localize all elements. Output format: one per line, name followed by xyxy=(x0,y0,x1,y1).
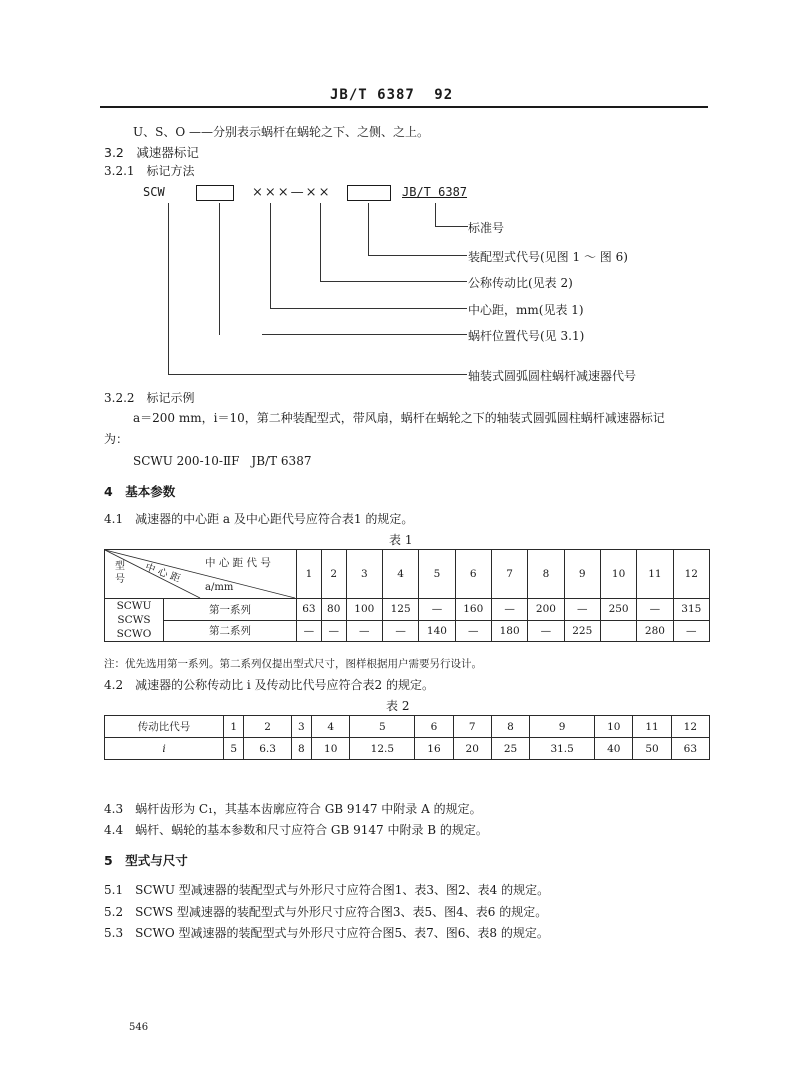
table1-code: 5 xyxy=(419,550,455,599)
table2-code: 11 xyxy=(633,716,671,738)
notation-box-position xyxy=(196,185,234,201)
para-4-1: 4.1 减速器的中心距 a 及中心距代号应符合表1 的规定。 xyxy=(104,512,414,526)
table2-value: 50 xyxy=(633,738,671,760)
table1-cell: — xyxy=(297,620,322,642)
label-reducer-code: 轴装式圆弧圆柱蜗杆减速器代号 xyxy=(468,369,637,383)
table2-value: 31.5 xyxy=(530,738,595,760)
table1-cell: — xyxy=(491,599,527,621)
table1-cell: 225 xyxy=(564,620,600,642)
label-worm-position: 蜗杆位置代号(见 3.1) xyxy=(468,329,585,343)
table2-value: 10 xyxy=(312,738,350,760)
table2-value: 63 xyxy=(671,738,709,760)
table2-value: 12.5 xyxy=(350,738,415,760)
table2-value: 40 xyxy=(595,738,633,760)
table2-row-values xyxy=(105,738,710,760)
table1-note: 注：优先选用第一系列。第二系列仅提出型式尺寸，图样根据用户需要另行设计。 xyxy=(104,658,482,670)
section-3-2-1: 3.2.1 标记方法 xyxy=(104,164,195,178)
table2-code: 7 xyxy=(453,716,491,738)
table1-models xyxy=(105,599,164,642)
table1-code: 11 xyxy=(637,550,673,599)
table1-cell: — xyxy=(637,599,673,621)
table1-cell: 160 xyxy=(455,599,491,621)
table2-value: 20 xyxy=(453,738,491,760)
label-nominal-ratio: 公称传动比(见表 2) xyxy=(468,276,573,290)
table2-code: 5 xyxy=(350,716,415,738)
table2-code: 8 xyxy=(491,716,529,738)
table1-code: 10 xyxy=(600,550,636,599)
para-5-1: 5.1 SCWU 型减速器的装配型式与外形尺寸应符合图1、表3、图2、表4 的规定。 xyxy=(104,883,550,897)
header-year: 92 xyxy=(434,87,454,103)
model-scwo: SCWO xyxy=(116,628,152,640)
header-rule xyxy=(100,106,708,108)
table2-value: 25 xyxy=(491,738,529,760)
table1-row-series2 xyxy=(105,620,710,642)
table1-code: 3 xyxy=(346,550,382,599)
table1-code: 9 xyxy=(564,550,600,599)
para-4-3: 4.3 蜗杆齿形为 C₁，其基本齿廓应符合 GB 9147 中附录 A 的规定。 xyxy=(104,802,482,816)
leader-vertical-ratio xyxy=(320,203,321,282)
diag-unit-label: a/mm xyxy=(205,582,234,593)
table2-value: 6.3 xyxy=(244,738,291,760)
table1-code: 1 xyxy=(297,550,322,599)
series2-label: 第二系列 xyxy=(164,620,297,642)
label-standard-number: 标准号 xyxy=(468,221,505,235)
example-code: SCWU 200-10-ⅡF JB/T 6387 xyxy=(133,454,312,468)
para-5-3: 5.3 SCWO 型减速器的装配型式与外形尺寸应符合图5、表7、图6、表8 的规定。 xyxy=(104,926,549,940)
header-std-code: JB/T 6387 xyxy=(330,87,415,103)
label-center-distance: 中心距，mm(见表 1) xyxy=(468,303,584,317)
notation-box-assembly xyxy=(347,185,391,201)
table1-cell: — xyxy=(382,620,418,642)
section-3-2-2: 3.2.2 标记示例 xyxy=(104,391,195,405)
table2-value: 5 xyxy=(224,738,244,760)
header-standard xyxy=(330,87,453,103)
section-3-2: 3.2 减速器标记 xyxy=(104,145,199,160)
example-line-2: 为： xyxy=(104,432,129,446)
table1-cell: 100 xyxy=(346,599,382,621)
leader-vertical-position xyxy=(219,203,220,335)
table1-code: 4 xyxy=(382,550,418,599)
model-scws: SCWS xyxy=(117,614,151,626)
series1-label: 第一系列 xyxy=(164,599,297,621)
table1-cell: — xyxy=(673,620,709,642)
table1-cell: 80 xyxy=(321,599,346,621)
table1-cell: 200 xyxy=(528,599,564,621)
label-assembly-code: 装配型式代号(见图 1 ～ 图 6) xyxy=(468,250,628,264)
intro-line: U、S、O ——分别表示蜗杆在蜗轮之下、之侧、之上。 xyxy=(133,125,429,139)
notation-prefix: SCW xyxy=(143,185,165,199)
leader-horizontal-position xyxy=(262,334,467,335)
section-4-heading: 4 基本参数 xyxy=(104,484,176,499)
table1-code: 2 xyxy=(321,550,346,599)
table-1 xyxy=(104,549,710,642)
table2-code: 12 xyxy=(671,716,709,738)
leader-horizontal-std xyxy=(435,226,468,227)
table1-cell: — xyxy=(455,620,491,642)
table1-code: 7 xyxy=(491,550,527,599)
table1-cell: 280 xyxy=(637,620,673,642)
table1-diagonal-header xyxy=(105,550,297,599)
table1-cell xyxy=(600,620,636,642)
table1-cell: — xyxy=(419,599,455,621)
section-5-heading: 5 型式与尺寸 xyxy=(104,853,188,868)
table1-cell: 63 xyxy=(297,599,322,621)
example-line-1: a＝200 mm，i＝10，第二种装配型式，带风扇，蜗杆在蜗轮之下的轴装式圆弧圆柱蜗杆减速器标记 xyxy=(133,411,665,425)
diag-center-label: 中 心 距 xyxy=(143,561,182,585)
leader-vertical-code xyxy=(168,203,169,375)
leader-vertical-assembly xyxy=(368,203,369,256)
table1-code: 6 xyxy=(455,550,491,599)
table1-row-series1 xyxy=(105,599,710,621)
model-scwu: SCWU xyxy=(116,600,152,612)
table1-cell: 180 xyxy=(491,620,527,642)
page-number: 546 xyxy=(129,1022,149,1033)
table2-code: 10 xyxy=(595,716,633,738)
para-4-2: 4.2 减速器的公称传动比 i 及传动比代号应符合表2 的规定。 xyxy=(104,678,435,692)
diag-code-label: 中 心 距 代 号 xyxy=(205,557,271,569)
diag-model-label: 型 号 xyxy=(115,561,125,585)
table2-header-code: 传动比代号 xyxy=(105,716,224,738)
table1-cell: 140 xyxy=(419,620,455,642)
leader-vertical-std xyxy=(435,203,436,227)
table2-code: 6 xyxy=(415,716,453,738)
table-2 xyxy=(104,715,710,760)
para-4-4: 4.4 蜗杆、蜗轮的基本参数和尺寸应符合 GB 9147 中附录 B 的规定。 xyxy=(104,823,488,837)
table2-code: 9 xyxy=(530,716,595,738)
table2-row-codes xyxy=(105,716,710,738)
leader-horizontal-ratio xyxy=(320,281,467,282)
leader-horizontal-code xyxy=(168,374,467,375)
para-5-2: 5.2 SCWS 型减速器的装配型式与外形尺寸应符合图3、表5、图4、表6 的规定。 xyxy=(104,905,548,919)
table2-code: 1 xyxy=(224,716,244,738)
table1-caption: 表 1 xyxy=(389,533,413,547)
table2-value: 8 xyxy=(291,738,311,760)
table2-header-ratio: i xyxy=(105,738,224,760)
table1-cell: 125 xyxy=(382,599,418,621)
leader-vertical-center xyxy=(270,203,271,309)
table1-cell: 250 xyxy=(600,599,636,621)
table1-cell: — xyxy=(528,620,564,642)
leader-horizontal-assembly xyxy=(368,255,467,256)
table1-cell: 315 xyxy=(673,599,709,621)
notation-standard: JB/T 6387 xyxy=(402,185,468,199)
table2-caption: 表 2 xyxy=(386,699,410,713)
table1-cell: — xyxy=(321,620,346,642)
table1-cell: — xyxy=(346,620,382,642)
table2-code: 4 xyxy=(312,716,350,738)
table1-cell: — xyxy=(564,599,600,621)
leader-horizontal-center xyxy=(270,308,467,309)
notation-ratio-center: ×××—×× xyxy=(252,185,332,200)
table1-code: 8 xyxy=(528,550,564,599)
table1-code: 12 xyxy=(673,550,709,599)
table2-value: 16 xyxy=(415,738,453,760)
table2-code: 3 xyxy=(291,716,311,738)
table2-code: 2 xyxy=(244,716,291,738)
